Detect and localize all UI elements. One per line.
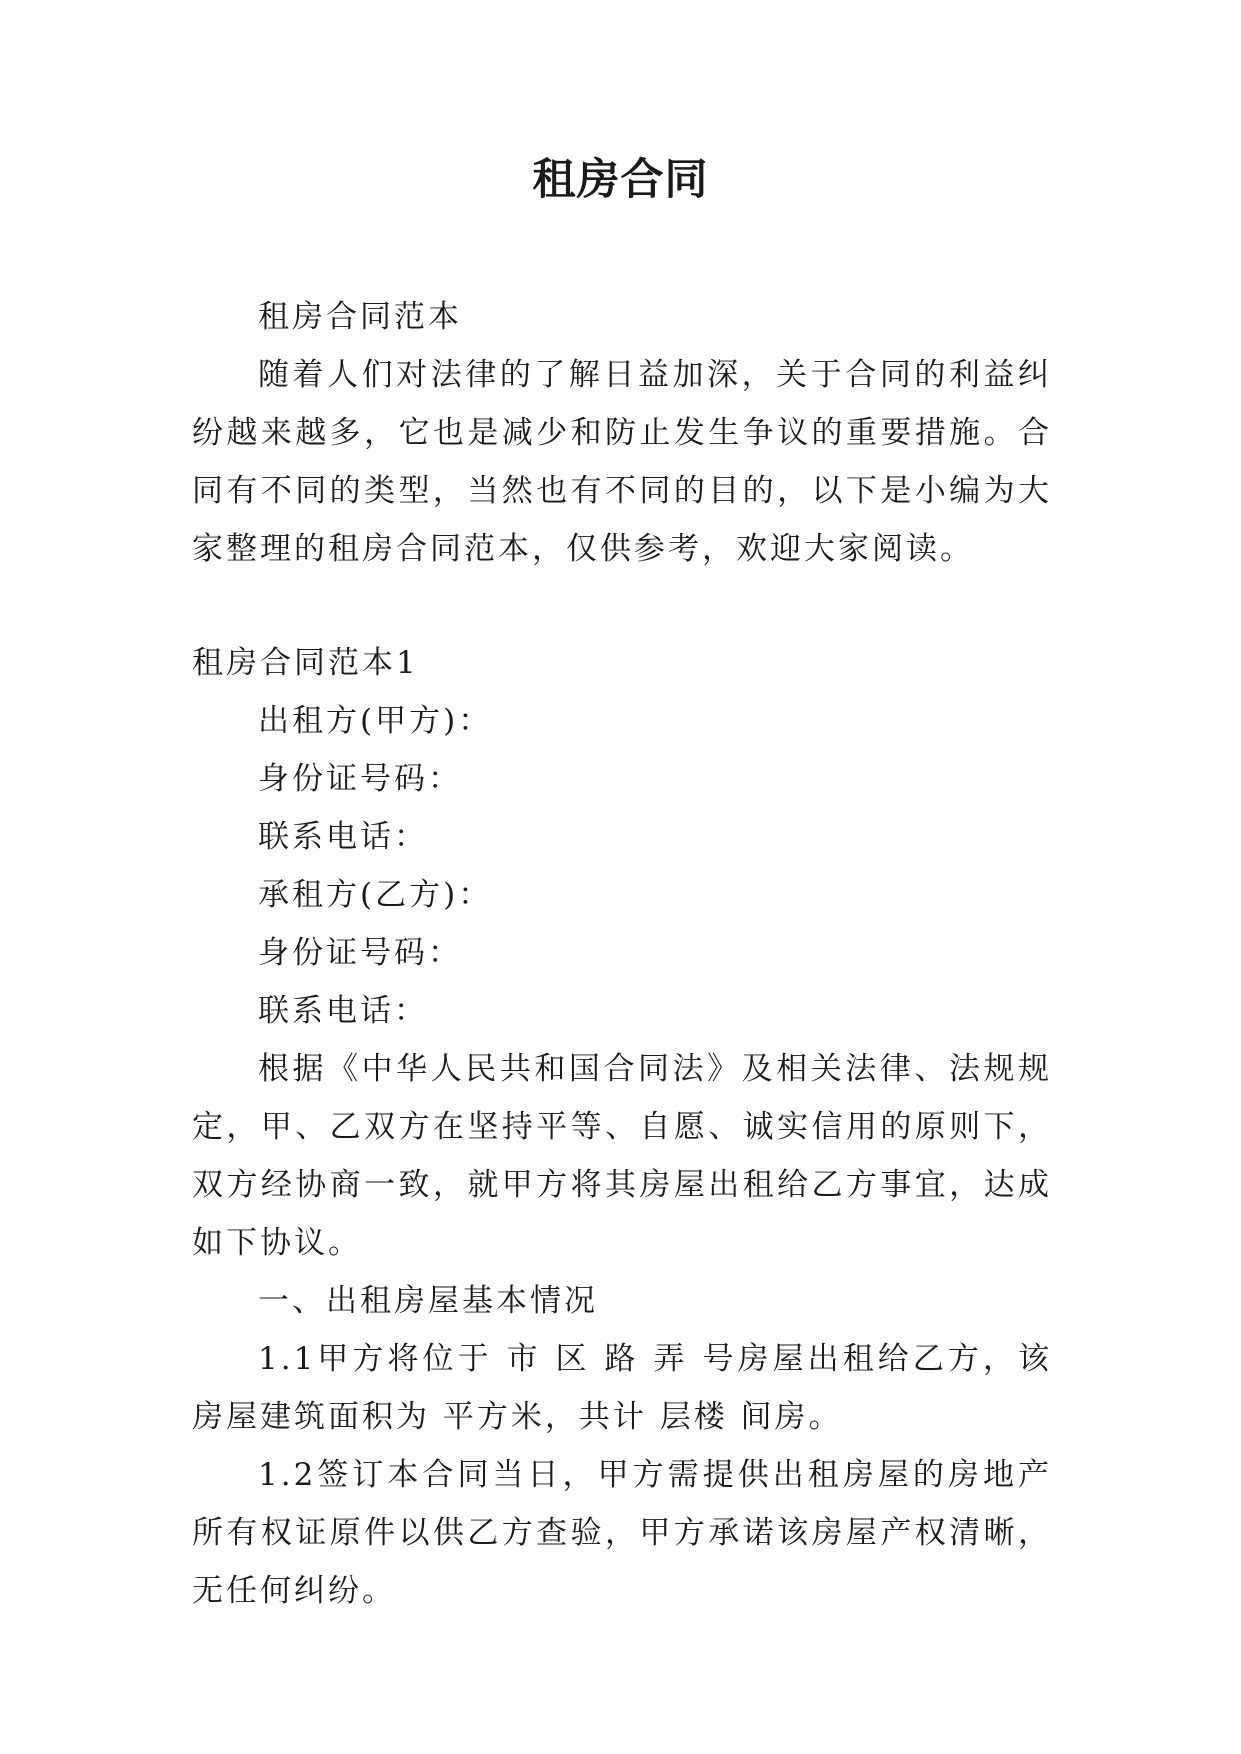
clause-heading-1: 一、出租房屋基本情况 xyxy=(258,1283,598,1319)
document-body xyxy=(192,288,1052,1620)
agreement-basis-paragraph: 根据《中华人民共和国合同法》及相关法律、法规规定，甲、乙双方在坚持平等、自愿、诚实信用的原则下，双方经协商一致，就甲方将其房屋出租给乙方事宜，达成如下协议。 xyxy=(192,1051,1052,1261)
intro-heading: 租房合同范本 xyxy=(258,299,462,335)
section-heading-sample-1: 租房合同范本1 xyxy=(192,645,419,681)
clause-1-1: 1.1甲方将位于 市 区 路 弄 号房屋出租给乙方，该房屋建筑面积为 平方米，共计 层楼 间房。 xyxy=(192,1341,1052,1435)
lessee-line: 承租方(乙方)： xyxy=(258,877,493,913)
clause-1-2: 1.2签订本合同当日，甲方需提供出租房屋的房地产所有权证原件以供乙方查验，甲方承诺该房屋产权清晰，无任何纠纷。 xyxy=(192,1457,1052,1609)
lessor-id-line: 身份证号码： xyxy=(258,761,462,797)
lessor-phone-line: 联系电话： xyxy=(258,819,428,855)
intro-paragraph: 随着人们对法律的了解日益加深，关于合同的利益纠纷越来越多，它也是减少和防止发生争议的重要措施。合同有不同的类型，当然也有不同的目的，以下是小编为大家整理的租房合同范本，仅供参考，欢迎大家阅读。 xyxy=(192,357,1052,567)
document-title: 租房合同 xyxy=(532,155,709,205)
lessee-id-line: 身份证号码： xyxy=(258,935,462,971)
lessor-line: 出租方(甲方)： xyxy=(258,703,493,739)
lessee-phone-line: 联系电话： xyxy=(258,993,428,1029)
